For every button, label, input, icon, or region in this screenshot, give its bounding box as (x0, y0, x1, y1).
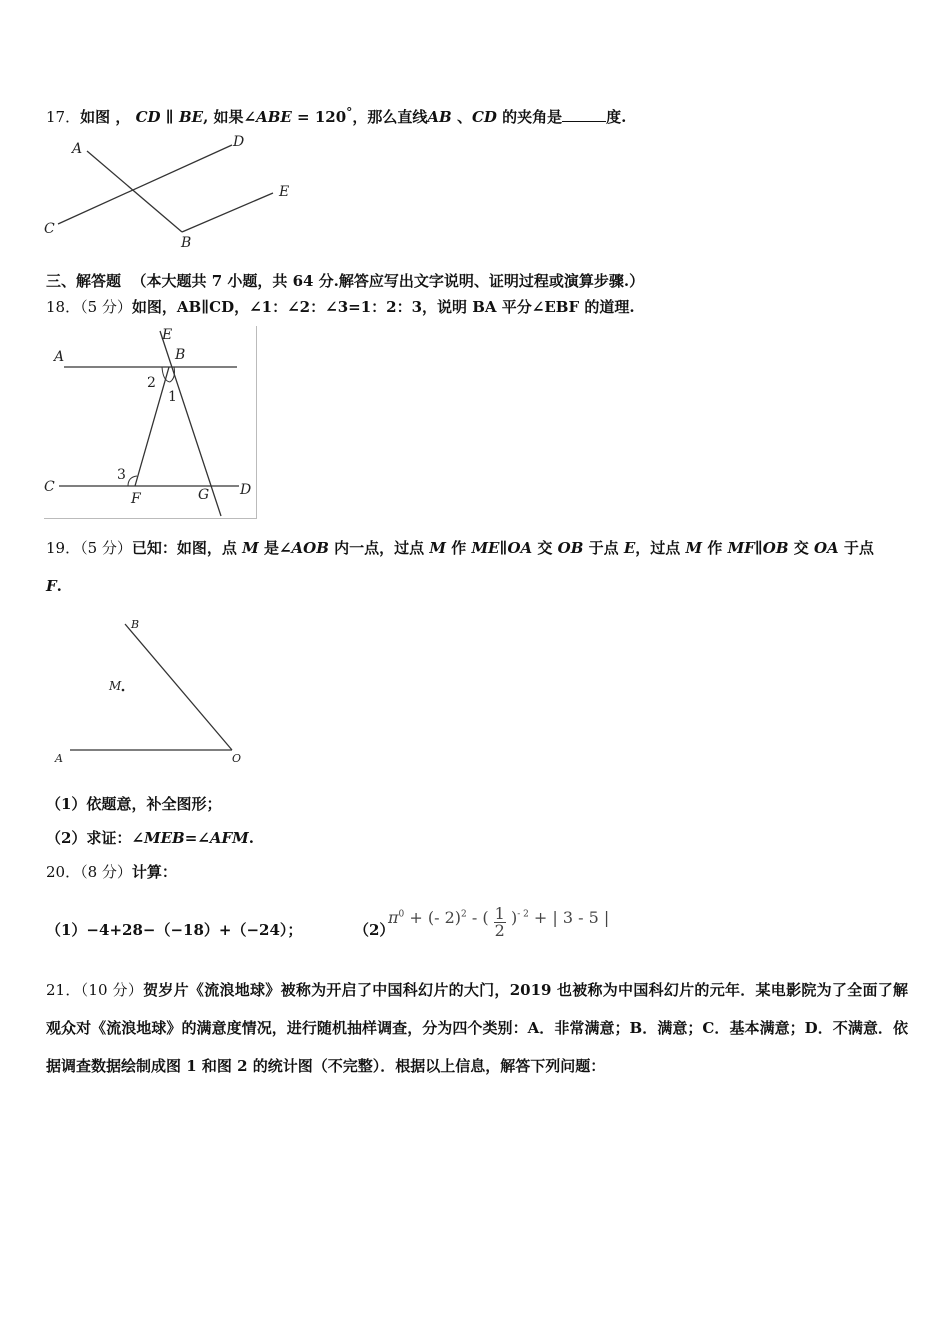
label-B: B (181, 235, 192, 251)
label-B: B (175, 347, 186, 363)
label-B: B (131, 618, 140, 631)
label-C: C (44, 479, 55, 495)
label-E: E (162, 327, 173, 343)
q21-text: 21．（10 分）贺岁片《流浪地球》被称为开启了中国科幻片的大门，2019 也被称为中国科幻片的元年．某电影院为了全面了解观众对《流浪地球》的满意度情况，进行随机抽样调查，分为四个类别：A．非常满意；B．满意；C．基本满意；D．不满意．依据调查数据绘制成图 1 和图 2 的统计图（不完整）．根据以上信息，解答下列问题： (46, 981, 908, 1075)
q20-part2-label: （2） (354, 921, 395, 939)
q20-part1: （1）−4+28−（−18）+（−24）； (46, 921, 303, 939)
q19-sub1: （1）依题意，补全图形； (46, 795, 222, 813)
q19-text-line2: F. (46, 577, 62, 595)
q17-text: 17．如图 ， CD ∥ BE, 如果∠ABE = 120°，那么直线AB 、CD 的夹角是 度. (46, 104, 627, 126)
label-A: A (54, 349, 65, 365)
q19-text-line1: 19．（5 分）已知：如图，点 M 是∠AOB 内一点，过点 M 作 ME∥OA 交 OB 于点 E，过点 M 作 MF∥OB 交 OA 于点 (46, 539, 874, 557)
label-A: A (72, 141, 83, 157)
q17-figure (40, 132, 300, 252)
q18-figure (44, 326, 259, 521)
q20-part2-expression: $\pi^0$ + (- 2)$^2$ - ( $\frac{1}{2}$ )$^{- 2}$ + | 3 - 5 | (388, 904, 610, 940)
label-C: C (44, 221, 55, 237)
label-D: D (233, 134, 245, 150)
label-G: G (198, 487, 210, 503)
answer-blank (562, 107, 606, 122)
label-F: F (131, 491, 141, 507)
q18-text: 18．（5 分）如图，AB∥CD，∠1：∠2：∠3=1：2：3，说明 BA 平分∠EBF 的道理. (46, 298, 635, 316)
label-angle-3: 3 (117, 467, 126, 483)
q19-figure (50, 615, 270, 770)
label-E: E (279, 184, 290, 200)
section-header: 三、解答题 （本大题共 7 小题，共 64 分.解答应写出文字说明、证明过程或演算步骤.） (46, 272, 645, 290)
q19-sub2: （2）求证：∠MEB=∠AFM. (46, 829, 255, 847)
label-angle-2: 2 (147, 375, 156, 391)
label-angle-1: 1 (168, 389, 177, 405)
q20-header: 20．（8 分）计算： (46, 863, 177, 881)
label-A: A (55, 752, 63, 765)
label-O: O (232, 752, 242, 765)
point-M (122, 689, 125, 692)
label-D: D (240, 482, 252, 498)
label-M: M (109, 679, 122, 693)
